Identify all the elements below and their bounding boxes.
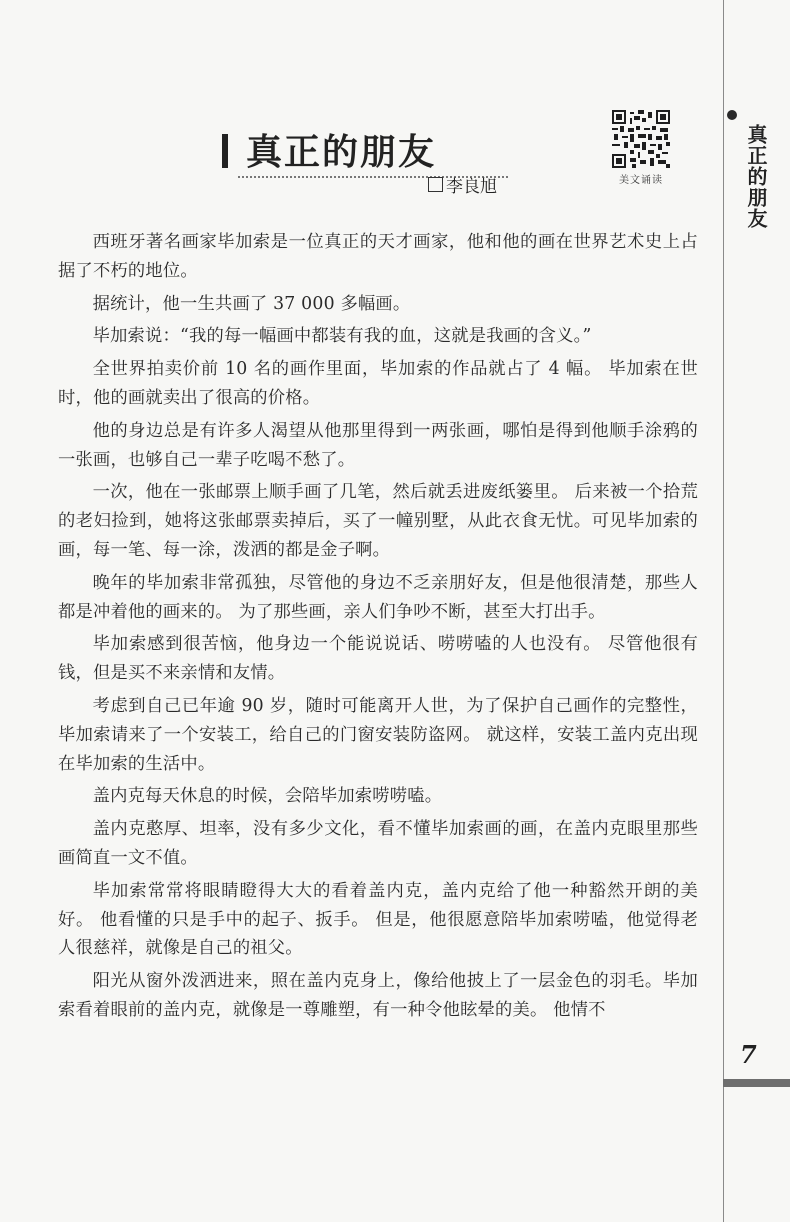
paragraph: 西班牙著名画家毕加索是一位真正的天才画家，他和他的画在世界艺术史上占据了不朽的地位。 — [58, 232, 698, 281]
paragraph: 全世界拍卖价前 10 名的画作里面，毕加索的作品就占了 4 幅。 毕加索在世时，他的画就卖出了很高的价格。 — [58, 359, 698, 408]
side-running-title: 真正的朋友 — [744, 124, 768, 229]
author-box-icon — [428, 177, 443, 192]
qr-code-label: 美文诵读 — [619, 175, 663, 186]
article-title: 真正的朋友 — [246, 132, 437, 173]
paragraph: 盖内克每天休息的时候，会陪毕加索唠唠嗑。 — [92, 786, 443, 807]
paragraph: 盖内克憨厚、坦率，没有多少文化，看不懂毕加索画的画，在盖内克眼里那些画简直一文不值。 — [58, 819, 698, 868]
qr-code-icon[interactable] — [612, 110, 670, 168]
paragraph: 毕加索说：“我的每一幅画中都装有我的血，这就是我画的含义。” — [92, 326, 592, 347]
author-name: 李良旭 — [446, 177, 497, 197]
margin-rule — [723, 0, 724, 1222]
paragraph: 据统计，他一生共画了 37 000 多幅画。 — [92, 293, 411, 314]
article-body — [58, 228, 698, 1029]
author-line — [428, 172, 497, 197]
side-bullet-dot — [727, 110, 737, 120]
paragraph: 毕加索感到很苦恼，他身边一个能说说话、唠唠嗑的人也没有。 尽管他很有钱，但是买不来亲情和友情。 — [58, 634, 698, 684]
page-number-bar — [723, 1079, 790, 1087]
page-number: 7 — [740, 1040, 757, 1069]
title-bar-marker — [222, 134, 228, 168]
paragraph: 一次，他在一张邮票上顺手画了几笔，然后就丢进废纸篓里。 后来被一个拾荒的老妇捡到，她将这张邮票卖掉后，买了一幢别墅，从此衣食无忧。可见毕加索的画，每一笔、每一涂，泼洒的都是金子啊。 — [58, 482, 698, 560]
paragraph: 晚年的毕加索非常孤独，尽管他的身边不乏亲朋好友，但是他很清楚，那些人都是冲着他的画来的。 为了那些画，亲人们争吵不断，甚至大打出手。 — [58, 572, 698, 622]
paragraph: 他的身边总是有许多人渴望从他那里得到一两张画，哪怕是得到他顺手涂鸦的一张画，也够自己一辈子吃喝不愁了。 — [58, 420, 698, 470]
paragraph: 毕加索常常将眼睛瞪得大大的看着盖内克，盖内克给了他一种豁然开朗的美好。 他看懂的只是手中的起子、扳手。 但是，他很愿意陪毕加索唠嗑，他觉得老人很慈祥，就像是自己的祖父。 — [58, 880, 698, 959]
paragraph: 阳光从窗外泼洒进来，照在盖内克身上，像给他披上了一层金色的羽毛。毕加索看着眼前的盖内克，就像是一尊雕塑，有一种令他眩晕的美。 他情不 — [58, 971, 698, 1020]
paragraph: 考虑到自己已年逾 90 岁，随时可能离开人世，为了保护自己画作的完整性，毕加索请来了一个安装工，给自己的门窗安装防盗网。 就这样，安装工盖内克出现在毕加索的生活中。 — [58, 695, 698, 774]
